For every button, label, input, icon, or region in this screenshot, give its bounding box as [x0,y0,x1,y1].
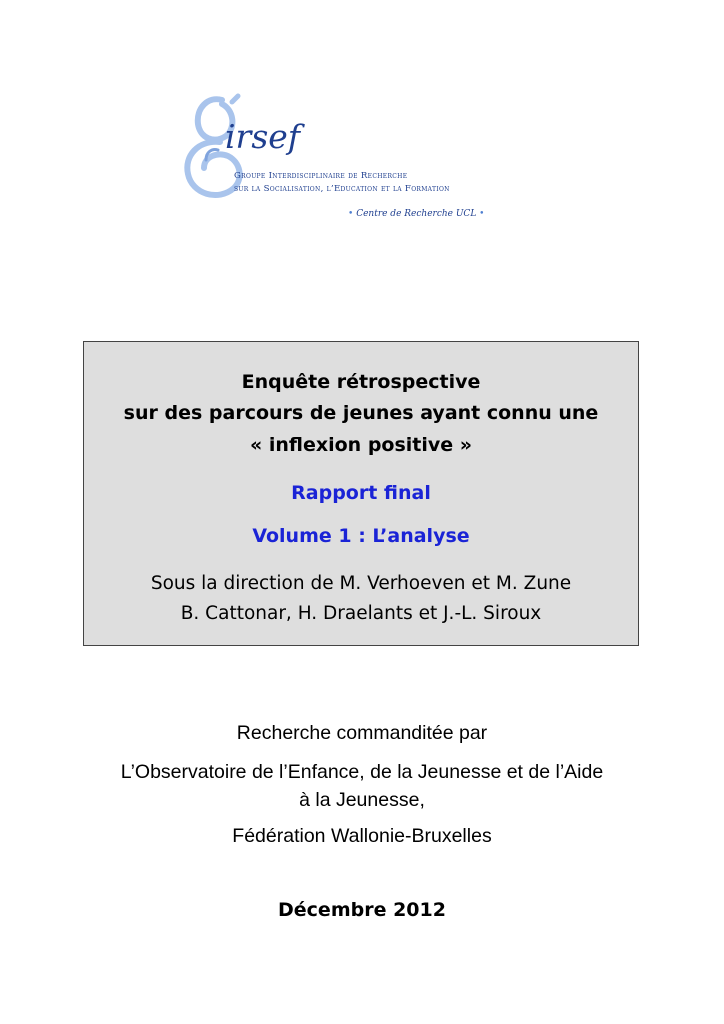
volume-title: Volume 1 : L’analyse [252,525,470,547]
logo-full-name-line1: Groupe Interdisciplinaire de Recherche [234,171,408,181]
logo-tagline-text: Centre de Recherche UCL [356,209,477,219]
commission-intro: Recherche commanditée par [236,722,488,744]
publication-date: Décembre 2012 [278,899,446,921]
direction-line1: Sous la direction de M. Verhoeven et M. Zune [150,573,572,594]
bullet-icon: • [479,209,485,219]
logo-wordmark: irsef [225,117,301,156]
document-title-line2: sur des parcours de jeunes ayant connu une [123,402,599,424]
report-type: Rapport final [291,482,431,504]
girsef-logo [178,90,485,230]
commission-org-line1: L’Observatoire de l’Enfance, de la Jeunesse et de l’Aide [120,761,604,783]
document-title-line1: Enquête rétrospective [241,371,481,393]
document-title-line3: « inflexion positive » [249,434,473,456]
logo-full-name-line2: sur la Socialisation, l’Education et la Formation [234,184,450,194]
bullet-icon: • [348,209,354,219]
commission-federation: Fédération Wallonie-Bruxelles [232,825,492,847]
title-box [83,341,639,646]
logo-tagline [348,210,484,219]
direction-line2: B. Cattonar, H. Draelants et J.-L. Siroux [180,603,542,624]
commission-org-line2: à la Jeunesse, [299,789,425,811]
